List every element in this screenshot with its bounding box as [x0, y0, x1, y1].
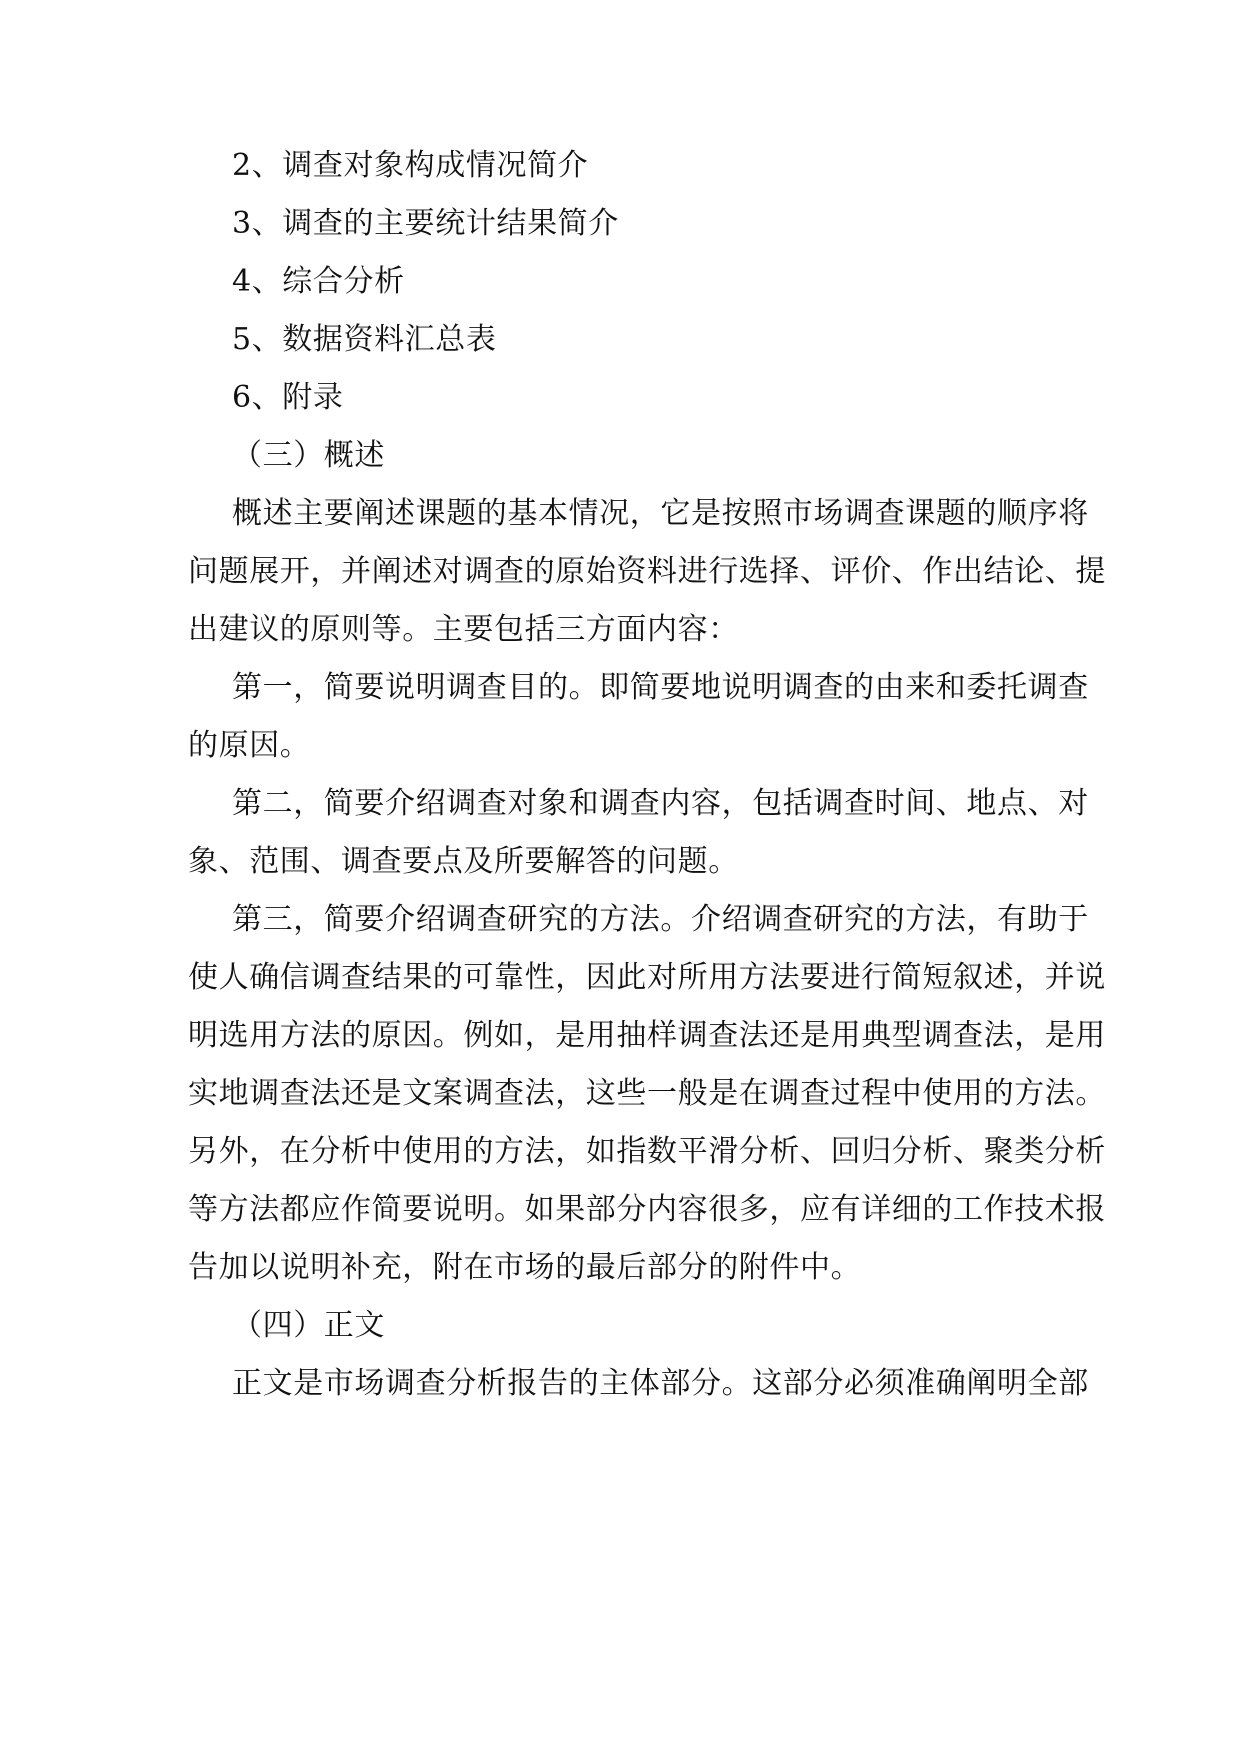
- paragraph-line: 使人确信调查结果的可靠性，因此对所用方法要进行简短叙述，并说: [188, 960, 1106, 995]
- paragraph-line: 出建议的原则等。主要包括三方面内容：: [188, 612, 739, 647]
- paragraph-line: 正文是市场调查分析报告的主体部分。这部分必须准确阐明全部: [232, 1366, 1089, 1401]
- list-item: 3、调查的主要统计结果简介: [232, 206, 619, 241]
- list-item: 2、调查对象构成情况简介: [232, 148, 589, 183]
- paragraph-line: 象、范围、调查要点及所要解答的问题。: [188, 844, 739, 879]
- paragraph-line: 另外，在分析中使用的方法，如指数平滑分析、回归分析、聚类分析: [188, 1134, 1106, 1169]
- list-item: 6、附录: [232, 380, 344, 415]
- paragraph-line: 第三，简要介绍调查研究的方法。介绍调查研究的方法，有助于: [232, 902, 1089, 937]
- list-item: 5、数据资料汇总表: [232, 322, 497, 357]
- section-heading-body: （四）正文: [232, 1308, 385, 1343]
- paragraph-line: 告加以说明补充，附在市场的最后部分的附件中。: [188, 1250, 862, 1285]
- section-heading-overview: （三）概述: [232, 438, 385, 473]
- paragraph-line: 等方法都应作简要说明。如果部分内容很多，应有详细的工作技术报: [188, 1192, 1106, 1227]
- paragraph-line: 第二，简要介绍调查对象和调查内容，包括调查时间、地点、对: [232, 786, 1089, 821]
- paragraph-line: 明选用方法的原因。例如，是用抽样调查法还是用典型调查法，是用: [188, 1018, 1106, 1053]
- list-item: 4、综合分析: [232, 264, 405, 299]
- paragraph-line: 第一，简要说明调查目的。即简要地说明调查的由来和委托调查: [232, 670, 1089, 705]
- paragraph-line: 的原因。: [188, 728, 311, 763]
- paragraph-line: 概述主要阐述课题的基本情况，它是按照市场调查课题的顺序将: [232, 496, 1089, 531]
- paragraph-line: 问题展开，并阐述对调查的原始资料进行选择、评价、作出结论、提: [188, 554, 1106, 589]
- paragraph-line: 实地调查法还是文案调查法，这些一般是在调查过程中使用的方法。: [188, 1076, 1106, 1111]
